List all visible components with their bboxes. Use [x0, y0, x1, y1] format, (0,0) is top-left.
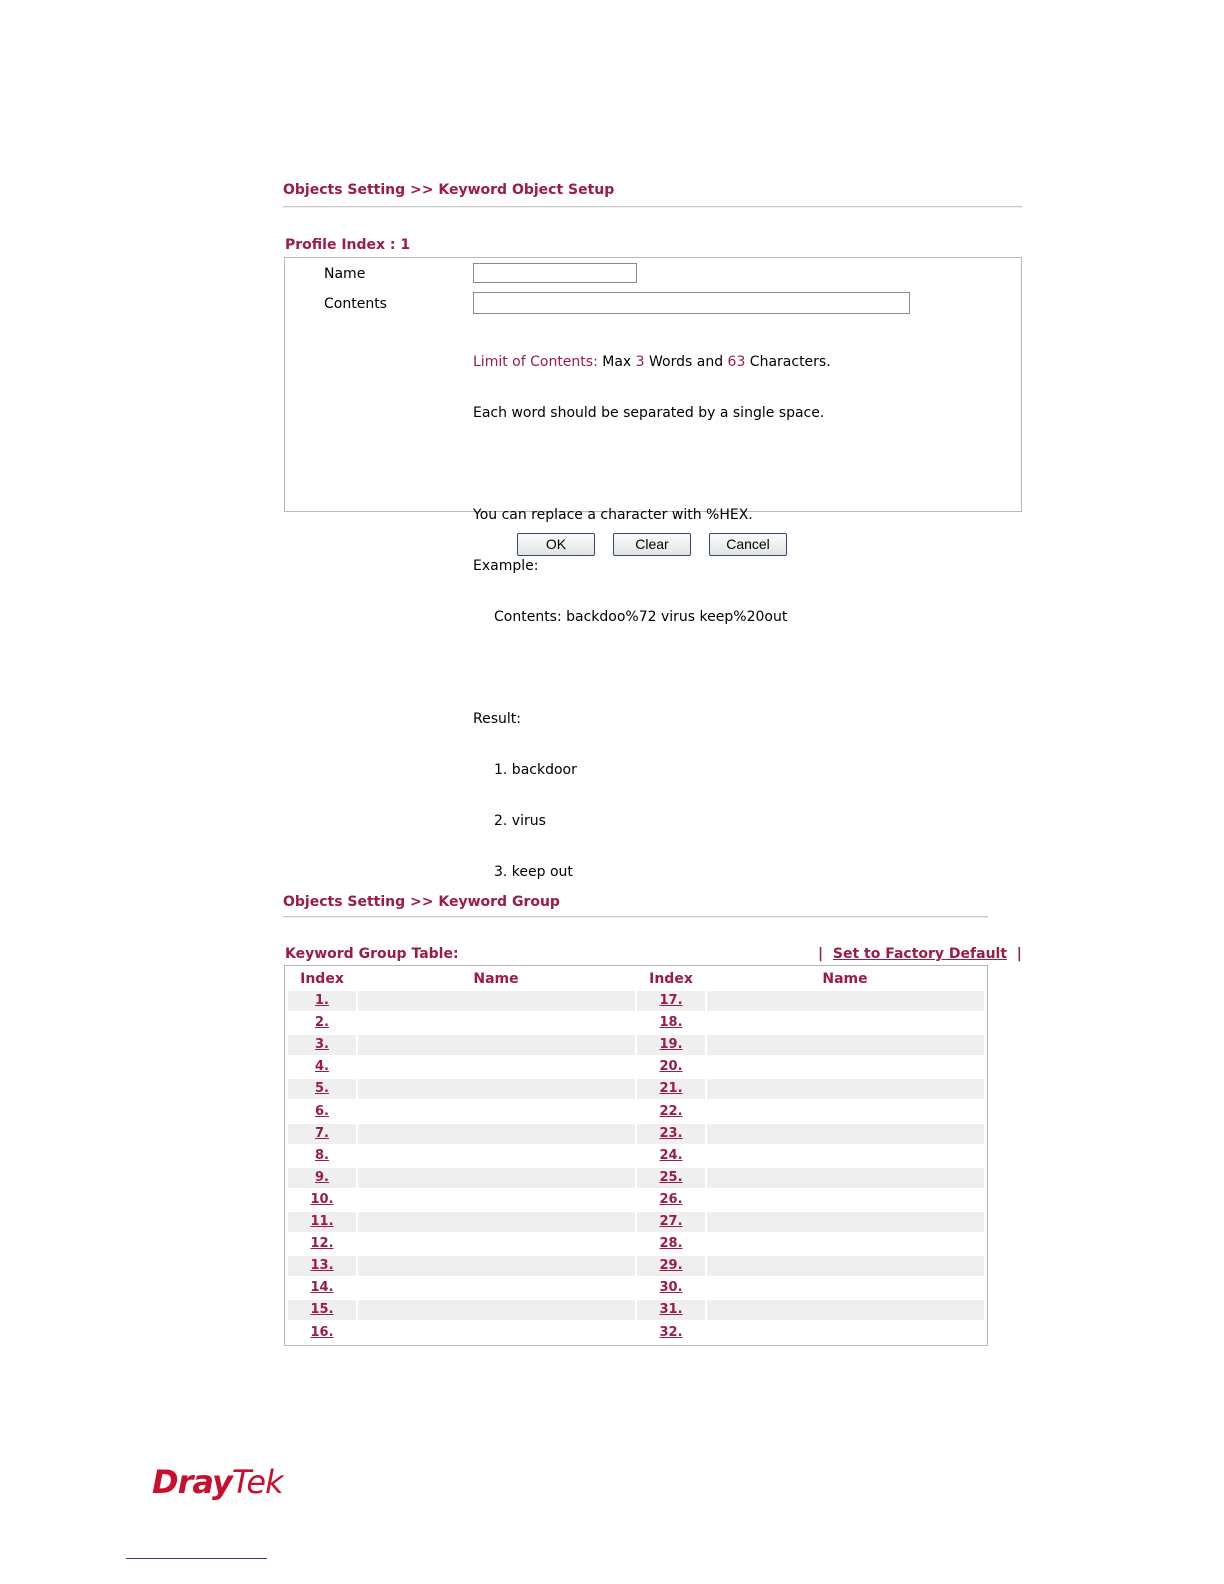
max-chars-value: 63 [727, 354, 746, 370]
keyword-group-index-link[interactable]: 4. [315, 1059, 329, 1075]
page-title-keyword-object-setup: Objects Setting >> Keyword Object Setup [283, 182, 615, 198]
table-row [288, 1124, 984, 1144]
keyword-group-index-link[interactable]: 1. [315, 993, 329, 1008]
keyword-group-index-link[interactable]: 26. [659, 1191, 683, 1207]
index-cell-left [288, 1124, 356, 1144]
table-row [288, 1256, 984, 1276]
name-cell-right [707, 1057, 984, 1077]
keyword-group-index-link[interactable]: 3. [315, 1037, 329, 1053]
keyword-group-index-link[interactable]: 6. [315, 1103, 329, 1119]
index-cell-right [637, 1035, 705, 1055]
limit-mid: Words and [644, 354, 728, 370]
index-cell-right [637, 1323, 705, 1343]
name-cell-right [707, 1256, 984, 1276]
name-cell-right [707, 1278, 984, 1298]
contents-help-text [473, 320, 1013, 915]
index-cell-left [288, 1234, 356, 1254]
contents-label: Contents [324, 296, 387, 312]
index-cell-right [637, 1057, 705, 1077]
title-divider [283, 206, 1022, 208]
name-cell-left [358, 1102, 635, 1122]
name-cell-right [707, 1146, 984, 1166]
name-cell-right [707, 1234, 984, 1254]
index-cell-right [637, 991, 705, 1011]
keyword-group-index-link[interactable]: 8. [315, 1147, 329, 1163]
index-cell-left [288, 1300, 356, 1320]
profile-index-label: Profile Index : 1 [285, 237, 411, 253]
table-row [288, 1102, 984, 1122]
table-row [288, 1278, 984, 1298]
name-label: Name [324, 266, 366, 282]
index-cell-left [288, 1256, 356, 1276]
name-cell-right [707, 991, 984, 1011]
name-cell-left [358, 1300, 635, 1320]
factory-default-bar [818, 946, 1022, 962]
name-cell-right [707, 1168, 984, 1188]
index-cell-left [288, 1013, 356, 1033]
keyword-group-index-link[interactable]: 14. [310, 1280, 334, 1296]
table-row [288, 991, 984, 1011]
keyword-group-index-link[interactable]: 25. [659, 1169, 683, 1185]
index-cell-right [637, 1278, 705, 1298]
name-cell-right [707, 1300, 984, 1320]
name-cell-left [358, 1124, 635, 1144]
keyword-group-index-link[interactable]: 31. [659, 1302, 683, 1318]
index-cell-left [288, 1168, 356, 1188]
keyword-group-table-caption: Keyword Group Table: [285, 946, 459, 962]
header-name-right: Name [822, 971, 868, 987]
table-row [288, 1013, 984, 1033]
title-divider [283, 916, 988, 918]
separator-rule-text: Each word should be separated by a single space. [473, 405, 825, 421]
index-cell-right [637, 1212, 705, 1232]
result-item: 3. keep out [494, 864, 573, 880]
keyword-group-index-link[interactable]: 13. [310, 1258, 334, 1274]
keyword-group-table [284, 965, 988, 1346]
keyword-group-index-link[interactable]: 21. [659, 1081, 683, 1097]
name-cell-right [707, 1079, 984, 1099]
table-row [288, 1057, 984, 1077]
keyword-group-index-link[interactable]: 32. [659, 1324, 683, 1340]
name-cell-left [358, 1256, 635, 1276]
table-row [288, 1212, 984, 1232]
name-cell-right [707, 1212, 984, 1232]
set-to-factory-default-link[interactable]: Set to Factory Default [832, 946, 1008, 962]
table-row [288, 1190, 984, 1210]
table-row [288, 1323, 984, 1343]
keyword-group-index-link[interactable]: 15. [310, 1302, 334, 1318]
keyword-group-index-link[interactable]: 11. [310, 1214, 334, 1229]
header-index-right: Index [649, 971, 693, 987]
index-cell-right [637, 1300, 705, 1320]
table-row [288, 1146, 984, 1166]
name-input[interactable] [473, 263, 637, 283]
index-cell-left [288, 1323, 356, 1343]
blank-line [473, 660, 1013, 677]
ok-button[interactable]: OK [517, 533, 595, 556]
keyword-group-index-link[interactable]: 5. [315, 1081, 329, 1097]
index-cell-right [637, 1256, 705, 1276]
keyword-group-index-link[interactable]: 27. [659, 1214, 683, 1229]
index-cell-left [288, 1190, 356, 1210]
keyword-group-index-link[interactable]: 29. [659, 1258, 683, 1274]
clear-button[interactable]: Clear [613, 533, 691, 556]
keyword-group-index-link[interactable]: 19. [659, 1037, 683, 1053]
name-cell-right [707, 1323, 984, 1343]
result-item: 2. virus [494, 813, 546, 829]
name-cell-left [358, 1212, 635, 1232]
keyword-group-index-link[interactable]: 23. [659, 1125, 683, 1141]
name-cell-left [358, 1146, 635, 1166]
index-cell-right [637, 1079, 705, 1099]
keyword-group-index-link[interactable]: 22. [659, 1103, 683, 1119]
keyword-group-index-link[interactable]: 10. [310, 1191, 334, 1207]
table-row [288, 1168, 984, 1188]
keyword-group-index-link[interactable]: 24. [659, 1147, 683, 1163]
limit-line [473, 354, 1013, 371]
name-cell-right [707, 1190, 984, 1210]
name-cell-left [358, 1035, 635, 1055]
index-cell-right [637, 1146, 705, 1166]
index-cell-left [288, 1146, 356, 1166]
table-row [288, 1300, 984, 1320]
keyword-group-index-link[interactable]: 18. [659, 1015, 683, 1031]
name-cell-left [358, 1190, 635, 1210]
name-cell-left [358, 1057, 635, 1077]
contents-input[interactable] [473, 292, 910, 314]
index-cell-right [637, 1124, 705, 1144]
hex-hint-text: You can replace a character with %HEX. [473, 507, 753, 523]
max-words-value: 3 [635, 354, 645, 370]
index-cell-right [637, 1102, 705, 1122]
name-cell-right [707, 1035, 984, 1055]
keyword-group-index-link[interactable]: 9. [315, 1169, 329, 1185]
name-cell-left [358, 1013, 635, 1033]
name-cell-left [358, 1168, 635, 1188]
index-cell-left [288, 1102, 356, 1122]
draytek-logo [152, 1463, 283, 1501]
name-cell-left [358, 991, 635, 1011]
footer-divider [126, 1558, 267, 1559]
index-cell-right [637, 1190, 705, 1210]
index-cell-left [288, 1057, 356, 1077]
keyword-group-index-link[interactable]: 20. [659, 1059, 683, 1075]
index-cell-left [288, 1278, 356, 1298]
index-cell-left [288, 991, 356, 1011]
index-cell-left [288, 1035, 356, 1055]
name-cell-right [707, 1102, 984, 1122]
limit-post: Characters. [745, 354, 831, 370]
keyword-group-index-link[interactable]: 28. [659, 1236, 683, 1252]
keyword-group-index-link[interactable]: 12. [310, 1236, 334, 1252]
example-contents: Contents: backdoo%72 virus keep%20out [494, 609, 788, 625]
name-cell-right [707, 1013, 984, 1033]
header-name-left: Name [473, 971, 519, 987]
table-row [288, 1079, 984, 1099]
index-cell-right [637, 1234, 705, 1254]
result-label: Result: [473, 711, 521, 727]
index-cell-left [288, 1212, 356, 1232]
logo-tek: Tek [231, 1463, 283, 1501]
index-cell-right [637, 1168, 705, 1188]
keyword-group-index-link[interactable]: 7. [315, 1125, 329, 1141]
name-cell-left [358, 1278, 635, 1298]
keyword-group-index-link[interactable]: 2. [315, 1015, 329, 1031]
index-cell-left [288, 1079, 356, 1099]
limit-pre: Max [597, 354, 636, 370]
separator: | [818, 946, 824, 962]
blank-line [473, 456, 1013, 473]
result-item: 1. backdoor [494, 762, 577, 778]
keyword-group-index-link[interactable]: 30. [659, 1280, 683, 1296]
name-cell-right [707, 1124, 984, 1144]
keyword-group-index-link[interactable]: 16. [310, 1324, 334, 1340]
name-cell-left [358, 1234, 635, 1254]
name-cell-left [358, 1323, 635, 1343]
keyword-group-index-link[interactable]: 17. [659, 993, 683, 1008]
cancel-button[interactable]: Cancel [709, 533, 787, 556]
table-row [288, 1234, 984, 1254]
header-index-left: Index [300, 971, 344, 987]
logo-dray: Dray [152, 1463, 232, 1501]
example-label: Example: [473, 558, 539, 574]
limit-label: Limit of Contents: [473, 354, 598, 370]
name-cell-left [358, 1079, 635, 1099]
page-title-keyword-group: Objects Setting >> Keyword Group [283, 894, 560, 910]
separator: | [1016, 946, 1022, 962]
index-cell-right [637, 1013, 705, 1033]
table-row [288, 1035, 984, 1055]
